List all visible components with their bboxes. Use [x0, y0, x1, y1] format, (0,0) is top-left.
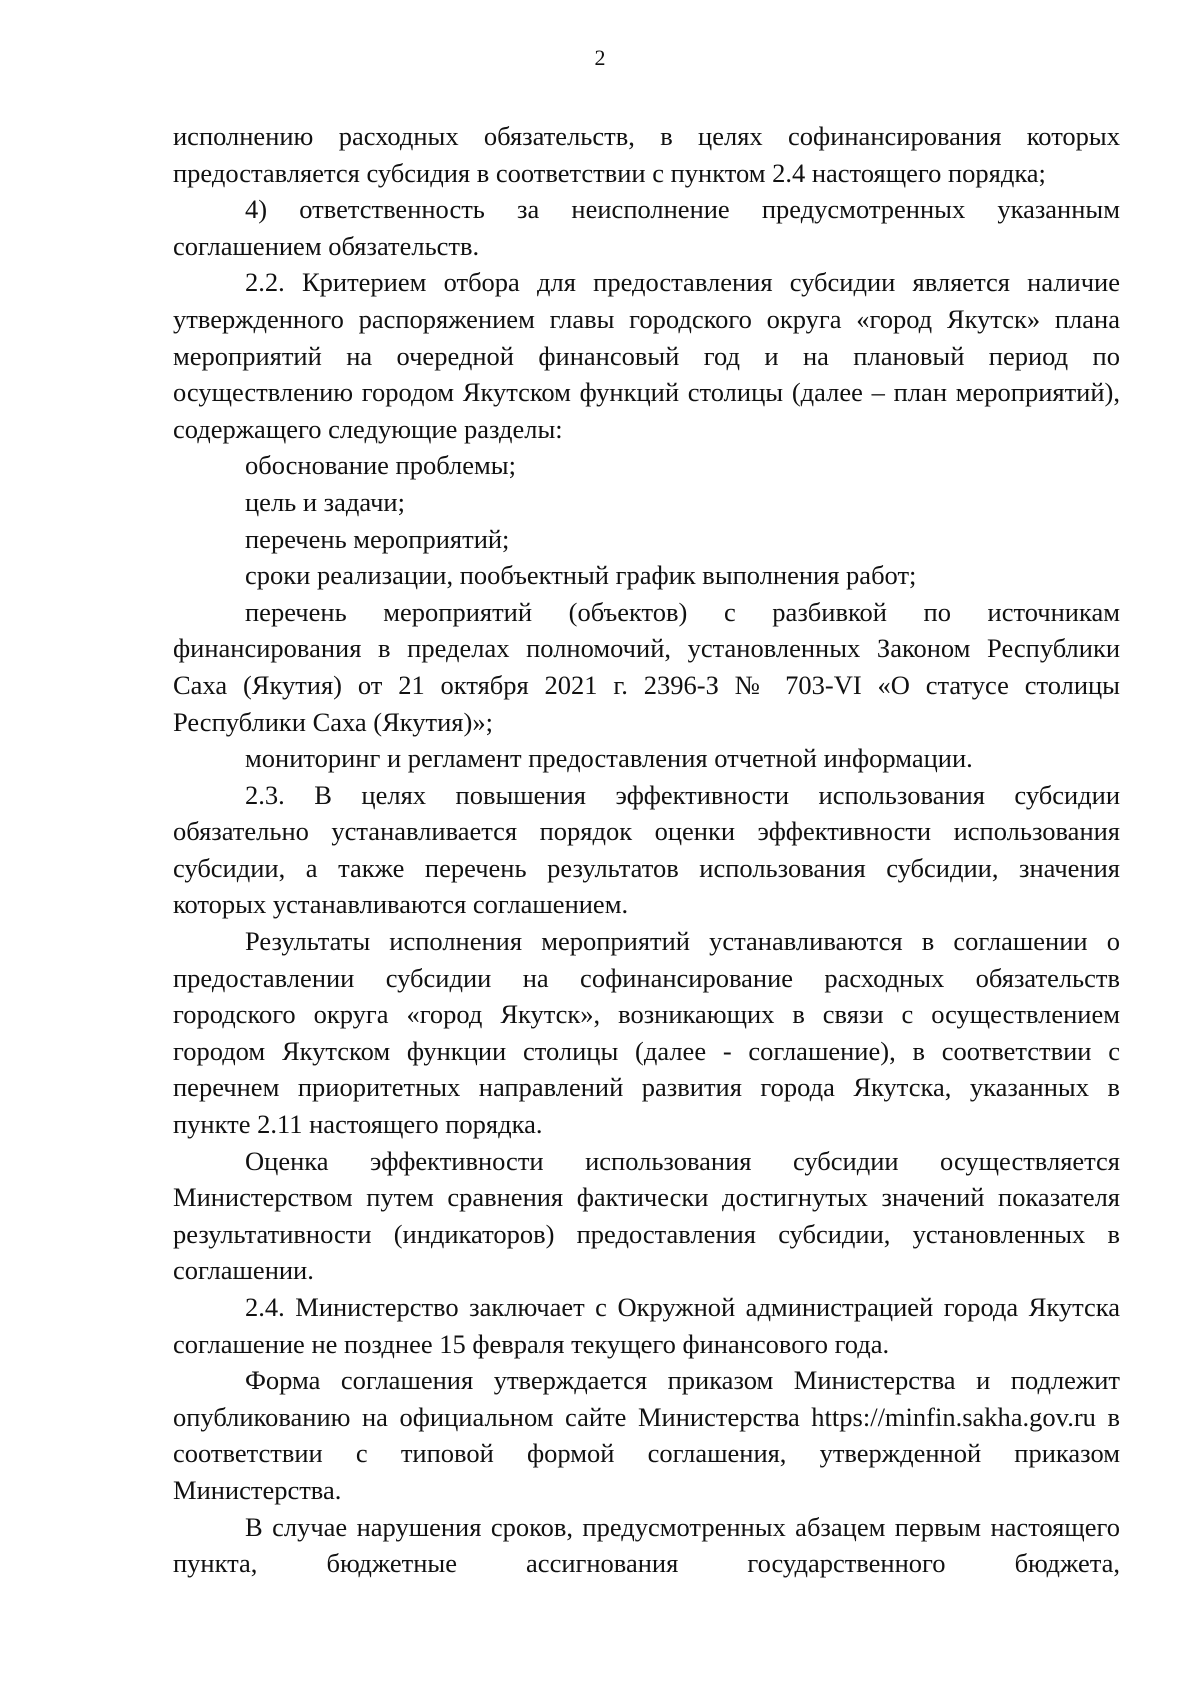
paragraph-2-2-selection-criterion: 2.2. Критерием отбора для предоставления субсидии является наличие утвержденного распоряжением главы городского округа «город Якутск» плана мероприятий на очередной финансовый год и на плановый период по осуществлению городом Якутском функций столицы (далее – план мероприятий), содержащего следующие разделы: — [173, 267, 1120, 444]
paragraph-assessment: Оценка эффективности использования субсидии осуществляется Министерством путем сравнения фактически достигнутых значений показателя результативности (индикаторов) предоставления субсидии, установленных в соглашении. — [173, 1145, 1120, 1286]
list-item-monitoring: мониторинг и регламент предоставления отчетной информации. — [245, 743, 973, 774]
paragraph-continuation: исполнению расходных обязательств, в целях софинансирования которых предоставляется субсидия в соответствии с пунктом 2.4 настоящего порядка; — [173, 121, 1120, 188]
document-body — [173, 118, 1120, 1582]
list-item-goals: цель и задачи; — [245, 486, 405, 517]
paragraph-agreement-form: Форма соглашения утверждается приказом Министерства и подлежит опубликованию на официальном сайте Министерства https://minfin.sakha.gov.ru в соответствии с типовой формой соглашения, утвержденной приказом Министерства. — [173, 1365, 1120, 1505]
list-item-problem-justification: обоснование проблемы; — [245, 450, 516, 481]
list-item-funding-sources: перечень мероприятий (объектов) с разбивкой по источникам финансирования в пределах полномочий, установленных Законом Республики Саха (Якутия) от 21 октября 2021 г. 2396-З № 703-VI «О статусе столицы Республики Саха (Якутия)»; — [173, 596, 1120, 737]
paragraph-2-3-efficiency: 2.3. В целях повышения эффективности использования субсидии обязательно устанавливается порядок оценки эффективности использования субсидии, а также перечень результатов использования субсидии, значения которых устанавливаются соглашением. — [173, 779, 1120, 920]
list-item-measures: перечень мероприятий; — [245, 523, 510, 554]
page-number: 2 — [594, 45, 606, 70]
list-item-schedule: сроки реализации, пообъектный график выполнения работ; — [245, 560, 917, 591]
paragraph-results: Результаты исполнения мероприятий устанавливаются в соглашении о предоставлении субсидии на софинансирование расходных обязательств городского округа «город Якутск», возникающих в связи с осуществлением городом Якутском функции столицы (далее - соглашение), в соответствии с перечнем приоритетных направлений развития города Якутска, указанных в пункте 2.11 настоящего порядка. — [173, 926, 1120, 1140]
paragraph-2-4-agreement: 2.4. Министерство заключает с Окружной администрацией города Якутска соглашение не позднее 15 февраля текущего финансового года. — [173, 1292, 1120, 1359]
paragraph-deadline-violation: В случае нарушения сроков, предусмотренных абзацем первым настоящего пункта, бюджетные ассигнования государственного бюджета, — [173, 1511, 1120, 1579]
paragraph-item-4-responsibility: 4) ответственность за неисполнение предусмотренных указанным соглашением обязательств. — [173, 194, 1120, 261]
